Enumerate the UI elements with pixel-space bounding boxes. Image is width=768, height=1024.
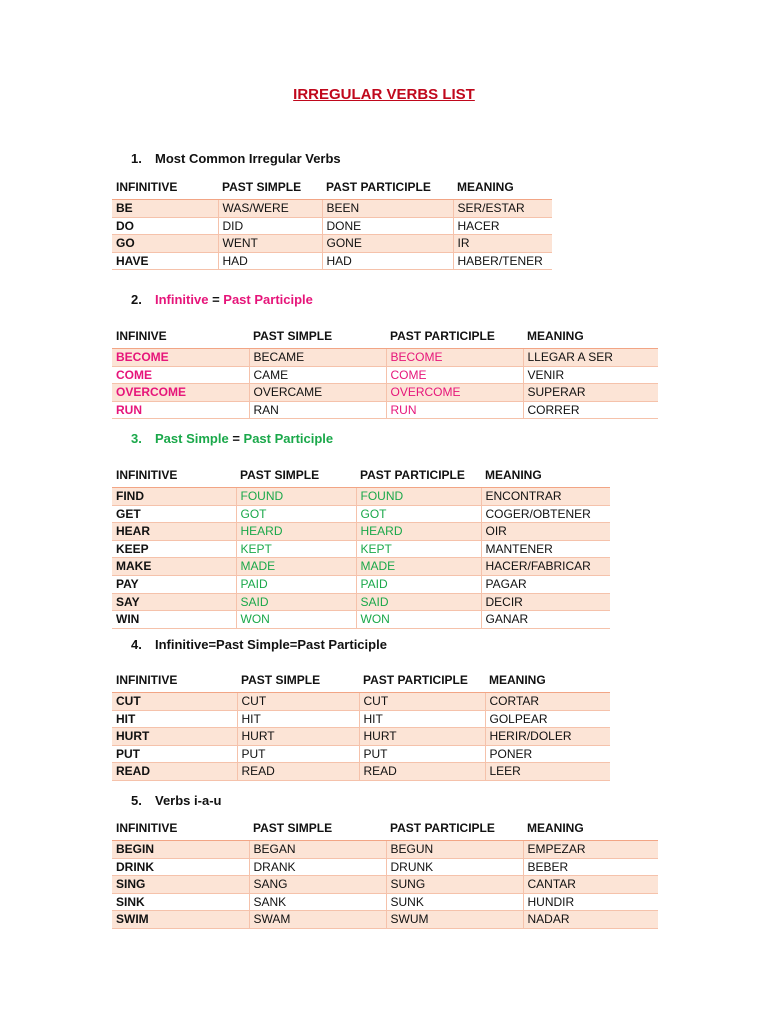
past-participle-cell: SUNG [386, 876, 523, 894]
table-row [112, 745, 610, 763]
meaning-cell: LLEGAR A SER [523, 349, 658, 367]
column-header: PAST SIMPLE [218, 179, 322, 200]
meaning-cell: IR [453, 235, 552, 253]
infinitive-cell: PAY [112, 575, 236, 593]
section-title [155, 431, 333, 446]
infinitive-cell: KEEP [112, 540, 236, 558]
past-simple-cell: SWAM [249, 911, 386, 929]
past-participle-cell: OVERCOME [386, 384, 523, 402]
past-simple-cell: SANG [249, 876, 386, 894]
table-header-row [112, 467, 610, 488]
past-participle-cell: BEEN [322, 200, 453, 218]
past-simple-cell: BEGAN [249, 841, 386, 859]
table-row [112, 911, 658, 929]
column-header: PAST SIMPLE [249, 328, 386, 349]
past-participle-cell: SWUM [386, 911, 523, 929]
past-simple-cell: SANK [249, 893, 386, 911]
table-row [112, 728, 610, 746]
heading-part-equals: = [228, 431, 244, 446]
past-simple-cell: HURT [237, 728, 359, 746]
table-row [112, 523, 610, 541]
infinitive-cell: HAVE [112, 252, 218, 270]
table-row [112, 488, 610, 506]
infinitive-cell: COME [112, 366, 249, 384]
meaning-cell: HACER [453, 217, 552, 235]
heading-part-infinitive: Infinitive [155, 292, 209, 307]
meaning-cell: CORTAR [485, 693, 610, 711]
table-row [112, 710, 610, 728]
column-header: MEANING [485, 672, 610, 693]
meaning-cell: HERIR/DOLER [485, 728, 610, 746]
table-row [112, 876, 658, 894]
column-header: INFINIVE [112, 328, 249, 349]
meaning-cell: GANAR [481, 611, 610, 629]
section-title: Infinitive=Past Simple=Past Participle [155, 637, 387, 652]
table-row [112, 217, 552, 235]
column-header: INFINITIVE [112, 672, 237, 693]
table-row [112, 349, 658, 367]
meaning-cell: HABER/TENER [453, 252, 552, 270]
meaning-cell: COGER/OBTENER [481, 505, 610, 523]
column-header: INFINITIVE [112, 820, 249, 841]
infinitive-cell: CUT [112, 693, 237, 711]
column-header: PAST PARTICIPLE [356, 467, 481, 488]
past-simple-cell: GOT [236, 505, 356, 523]
table-row [112, 252, 552, 270]
meaning-cell: ENCONTRAR [481, 488, 610, 506]
section-number: 2. [131, 292, 142, 307]
column-header: MEANING [523, 328, 658, 349]
past-participle-cell: HAD [322, 252, 453, 270]
table-header-row [112, 820, 658, 841]
heading-part-equals: = [208, 292, 224, 307]
infinitive-cell: DO [112, 217, 218, 235]
table-row [112, 505, 610, 523]
section-title: Most Common Irregular Verbs [155, 151, 341, 166]
meaning-cell: CANTAR [523, 876, 658, 894]
past-participle-cell: SUNK [386, 893, 523, 911]
past-simple-cell: CAME [249, 366, 386, 384]
past-participle-cell: BEGUN [386, 841, 523, 859]
meaning-cell: PAGAR [481, 575, 610, 593]
past-simple-cell: SAID [236, 593, 356, 611]
past-participle-cell: FOUND [356, 488, 481, 506]
infinitive-cell: SING [112, 876, 249, 894]
section-number: 5. [131, 793, 142, 808]
table-row [112, 200, 552, 218]
meaning-cell: DECIR [481, 593, 610, 611]
past-simple-cell: RAN [249, 401, 386, 419]
heading-part-past-simple: Past Simple [155, 431, 229, 446]
past-simple-cell: HEARD [236, 523, 356, 541]
meaning-cell: HACER/FABRICAR [481, 558, 610, 576]
table-row [112, 575, 610, 593]
meaning-cell: SUPERAR [523, 384, 658, 402]
table-row [112, 401, 658, 419]
table-row [112, 366, 658, 384]
page-title: IRREGULAR VERBS LIST [293, 86, 475, 103]
infinitive-cell: GO [112, 235, 218, 253]
past-participle-cell: DONE [322, 217, 453, 235]
section-title: Verbs i-a-u [155, 793, 222, 808]
past-simple-cell: KEPT [236, 540, 356, 558]
past-simple-cell: HAD [218, 252, 322, 270]
section-title [155, 292, 313, 307]
infinitive-cell: READ [112, 763, 237, 781]
column-header: PAST SIMPLE [237, 672, 359, 693]
column-header: PAST SIMPLE [249, 820, 386, 841]
past-participle-cell: PUT [359, 745, 485, 763]
past-participle-cell: HEARD [356, 523, 481, 541]
table-row [112, 540, 610, 558]
table-row [112, 611, 610, 629]
past-participle-cell: HURT [359, 728, 485, 746]
column-header: PAST PARTICIPLE [386, 328, 523, 349]
infinitive-cell: HURT [112, 728, 237, 746]
infinitive-cell: SWIM [112, 911, 249, 929]
verb-table-4 [112, 672, 610, 781]
past-participle-cell: PAID [356, 575, 481, 593]
infinitive-cell: RUN [112, 401, 249, 419]
past-simple-cell: BECAME [249, 349, 386, 367]
past-simple-cell: WON [236, 611, 356, 629]
past-simple-cell: PAID [236, 575, 356, 593]
verb-table-3 [112, 467, 610, 629]
heading-part-past-participle: Past Participle [243, 431, 334, 446]
past-participle-cell: SAID [356, 593, 481, 611]
infinitive-cell: FIND [112, 488, 236, 506]
past-participle-cell: COME [386, 366, 523, 384]
past-participle-cell: CUT [359, 693, 485, 711]
past-simple-cell: MADE [236, 558, 356, 576]
column-header: MEANING [453, 179, 552, 200]
infinitive-cell: SAY [112, 593, 236, 611]
infinitive-cell: WIN [112, 611, 236, 629]
column-header: MEANING [481, 467, 610, 488]
infinitive-cell: HEAR [112, 523, 236, 541]
past-simple-cell: DID [218, 217, 322, 235]
past-simple-cell: WENT [218, 235, 322, 253]
column-header: PAST SIMPLE [236, 467, 356, 488]
meaning-cell: SER/ESTAR [453, 200, 552, 218]
past-participle-cell: GOT [356, 505, 481, 523]
past-participle-cell: BECOME [386, 349, 523, 367]
past-simple-cell: WAS/WERE [218, 200, 322, 218]
meaning-cell: VENIR [523, 366, 658, 384]
past-participle-cell: RUN [386, 401, 523, 419]
meaning-cell: MANTENER [481, 540, 610, 558]
past-participle-cell: HIT [359, 710, 485, 728]
past-participle-cell: READ [359, 763, 485, 781]
infinitive-cell: BEGIN [112, 841, 249, 859]
column-header: PAST PARTICIPLE [322, 179, 453, 200]
past-simple-cell: HIT [237, 710, 359, 728]
past-simple-cell: READ [237, 763, 359, 781]
past-simple-cell: PUT [237, 745, 359, 763]
verb-table-5 [112, 820, 658, 929]
meaning-cell: OIR [481, 523, 610, 541]
meaning-cell: PONER [485, 745, 610, 763]
meaning-cell: GOLPEAR [485, 710, 610, 728]
meaning-cell: LEER [485, 763, 610, 781]
heading-part-past-participle: Past Participle [223, 292, 313, 307]
infinitive-cell: PUT [112, 745, 237, 763]
table-row [112, 893, 658, 911]
table-row [112, 693, 610, 711]
section-number: 4. [131, 637, 142, 652]
verb-table-2 [112, 328, 658, 419]
table-row [112, 235, 552, 253]
table-row [112, 763, 610, 781]
meaning-cell: BEBER [523, 858, 658, 876]
column-header: PAST PARTICIPLE [386, 820, 523, 841]
past-simple-cell: FOUND [236, 488, 356, 506]
past-participle-cell: MADE [356, 558, 481, 576]
past-participle-cell: DRUNK [386, 858, 523, 876]
table-row [112, 558, 610, 576]
column-header: INFINITIVE [112, 179, 218, 200]
past-simple-cell: DRANK [249, 858, 386, 876]
table-header-row [112, 179, 552, 200]
infinitive-cell: OVERCOME [112, 384, 249, 402]
infinitive-cell: DRINK [112, 858, 249, 876]
table-row [112, 858, 658, 876]
table-header-row [112, 328, 658, 349]
table-row [112, 593, 610, 611]
infinitive-cell: HIT [112, 710, 237, 728]
meaning-cell: NADAR [523, 911, 658, 929]
verb-table-1 [112, 179, 552, 270]
past-participle-cell: WON [356, 611, 481, 629]
meaning-cell: EMPEZAR [523, 841, 658, 859]
meaning-cell: CORRER [523, 401, 658, 419]
infinitive-cell: BE [112, 200, 218, 218]
infinitive-cell: SINK [112, 893, 249, 911]
column-header: INFINITIVE [112, 467, 236, 488]
section-number: 1. [131, 151, 142, 166]
meaning-cell: HUNDIR [523, 893, 658, 911]
column-header: MEANING [523, 820, 658, 841]
table-row [112, 384, 658, 402]
past-participle-cell: KEPT [356, 540, 481, 558]
past-simple-cell: CUT [237, 693, 359, 711]
table-row [112, 841, 658, 859]
section-number: 3. [131, 431, 142, 446]
past-participle-cell: GONE [322, 235, 453, 253]
infinitive-cell: GET [112, 505, 236, 523]
table-header-row [112, 672, 610, 693]
infinitive-cell: MAKE [112, 558, 236, 576]
infinitive-cell: BECOME [112, 349, 249, 367]
past-simple-cell: OVERCAME [249, 384, 386, 402]
column-header: PAST PARTICIPLE [359, 672, 485, 693]
